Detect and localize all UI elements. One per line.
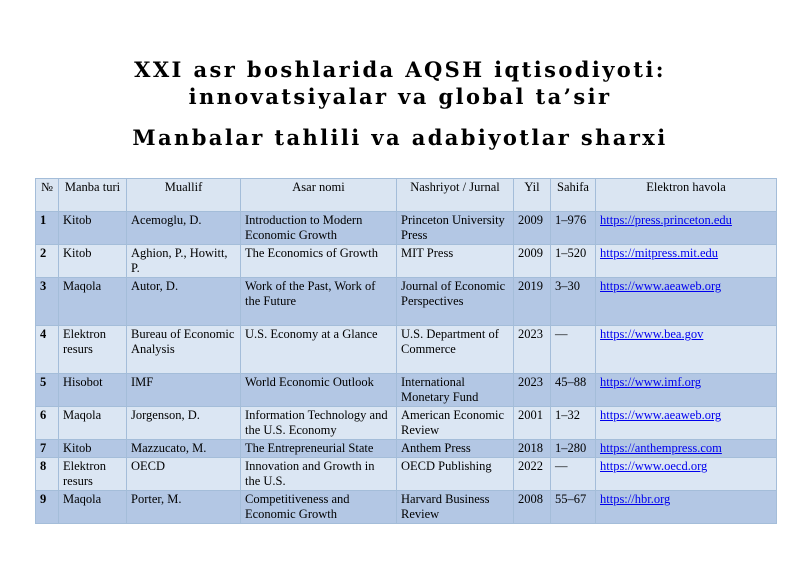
header-number: № [36, 179, 59, 212]
link-cell [596, 458, 777, 491]
header-pages: Sahifa [551, 179, 596, 212]
table-row [36, 245, 777, 278]
link-cell [596, 245, 777, 278]
row-number: 6 [36, 407, 59, 440]
reference-link[interactable]: https://hbr.org [600, 492, 671, 506]
table-row [36, 440, 777, 458]
table-row [36, 212, 777, 245]
source-type: Elektron resurs [59, 458, 127, 491]
header-year: Yil [514, 179, 551, 212]
source-type: Kitob [59, 245, 127, 278]
work-title: The Entrepreneurial State [241, 440, 397, 458]
author: Bureau of Economic Analysis [127, 326, 241, 374]
work-title: Information Technology and the U.S. Economy [241, 407, 397, 440]
year: 2001 [514, 407, 551, 440]
year: 2009 [514, 245, 551, 278]
publisher: International Monetary Fund [397, 374, 514, 407]
publisher: OECD Publishing [397, 458, 514, 491]
author: IMF [127, 374, 241, 407]
publisher: Harvard Business Review [397, 491, 514, 524]
source-type: Elektron resurs [59, 326, 127, 374]
table-row [36, 458, 777, 491]
reference-link[interactable]: https://anthempress.com [600, 441, 722, 455]
author: Autor, D. [127, 278, 241, 326]
source-type: Hisobot [59, 374, 127, 407]
reference-link[interactable]: https://www.aeaweb.org [600, 408, 722, 422]
link-cell [596, 326, 777, 374]
publisher: American Economic Review [397, 407, 514, 440]
table-row [36, 491, 777, 524]
reference-link[interactable]: https://www.aeaweb.org [600, 279, 722, 293]
pages: — [551, 458, 596, 491]
link-cell [596, 278, 777, 326]
source-type: Maqola [59, 407, 127, 440]
row-number: 8 [36, 458, 59, 491]
pages: 3–30 [551, 278, 596, 326]
author: Aghion, P., Howitt, P. [127, 245, 241, 278]
header-work-title: Asar nomi [241, 179, 397, 212]
pages: 1–280 [551, 440, 596, 458]
year: 2009 [514, 212, 551, 245]
publisher: Journal of Economic Perspectives [397, 278, 514, 326]
publisher: U.S. Department of Commerce [397, 326, 514, 374]
publisher: Princeton University Press [397, 212, 514, 245]
row-number: 7 [36, 440, 59, 458]
document-title-line-1: XXI asr boshlarida AQSH iqtisodiyoti: [134, 57, 666, 82]
row-number: 1 [36, 212, 59, 245]
work-title: World Economic Outlook [241, 374, 397, 407]
author: Acemoglu, D. [127, 212, 241, 245]
year: 2022 [514, 458, 551, 491]
work-title: Work of the Past, Work of the Future [241, 278, 397, 326]
row-number: 4 [36, 326, 59, 374]
reference-link[interactable]: https://press.princeton.edu [600, 213, 732, 227]
publisher: MIT Press [397, 245, 514, 278]
pages: 1–976 [551, 212, 596, 245]
row-number: 5 [36, 374, 59, 407]
year: 2018 [514, 440, 551, 458]
pages: 55–67 [551, 491, 596, 524]
row-number: 3 [36, 278, 59, 326]
author: Porter, M. [127, 491, 241, 524]
header-link: Elektron havola [596, 179, 777, 212]
table-row [36, 407, 777, 440]
table-row [36, 374, 777, 407]
year: 2019 [514, 278, 551, 326]
publisher: Anthem Press [397, 440, 514, 458]
link-cell [596, 440, 777, 458]
source-type: Maqola [59, 278, 127, 326]
document-title-line-2: innovatsiyalar va global ta’sir [188, 84, 612, 109]
work-title: Innovation and Growth in the U.S. [241, 458, 397, 491]
source-type: Kitob [59, 212, 127, 245]
link-cell [596, 212, 777, 245]
reference-link[interactable]: https://mitpress.mit.edu [600, 246, 719, 260]
author: Mazzucato, M. [127, 440, 241, 458]
row-number: 2 [36, 245, 59, 278]
references-table [35, 178, 777, 524]
table-row [36, 326, 777, 374]
work-title: The Economics of Growth [241, 245, 397, 278]
work-title: U.S. Economy at a Glance [241, 326, 397, 374]
year: 2023 [514, 326, 551, 374]
reference-link[interactable]: https://www.imf.org [600, 375, 702, 389]
header-author: Muallif [127, 179, 241, 212]
row-number: 9 [36, 491, 59, 524]
work-title: Introduction to Modern Economic Growth [241, 212, 397, 245]
year: 2023 [514, 374, 551, 407]
pages: 1–32 [551, 407, 596, 440]
pages: — [551, 326, 596, 374]
author: Jorgenson, D. [127, 407, 241, 440]
year: 2008 [514, 491, 551, 524]
link-cell [596, 374, 777, 407]
link-cell [596, 491, 777, 524]
source-type: Maqola [59, 491, 127, 524]
pages: 45–88 [551, 374, 596, 407]
header-publisher: Nashriyot / Jurnal [397, 179, 514, 212]
table-header-row [36, 179, 777, 212]
header-source-type: Manba turi [59, 179, 127, 212]
author: OECD [127, 458, 241, 491]
source-type: Kitob [59, 440, 127, 458]
document-subtitle: Manbalar tahlili va adabiyotlar sharxi [132, 125, 668, 150]
reference-link[interactable]: https://www.bea.gov [600, 327, 704, 341]
link-cell [596, 407, 777, 440]
reference-link[interactable]: https://www.oecd.org [600, 459, 708, 473]
work-title: Competitiveness and Economic Growth [241, 491, 397, 524]
table-row [36, 278, 777, 326]
pages: 1–520 [551, 245, 596, 278]
